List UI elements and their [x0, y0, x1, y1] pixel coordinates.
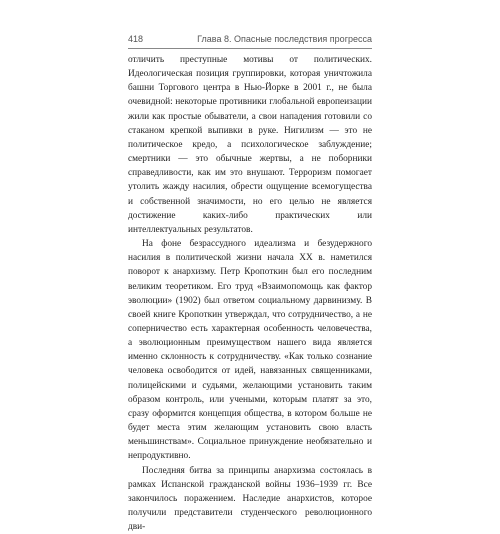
running-title: Глава 8. Опасные последствия прогресса	[197, 34, 372, 44]
header-rule	[128, 48, 372, 49]
running-header	[128, 34, 372, 44]
paragraph: Последняя битва за принципы анархизма состоялась в рамках Испанской гражданской войны 1936–1939 гг. Все закончилось поражением. Наследие анархистов, которое получили представители студенческого революционного дви-	[128, 465, 372, 533]
page-number: 418	[128, 34, 144, 44]
body-text	[128, 53, 372, 534]
paragraph: На фоне безрассудного идеализма и безудержного насилия в политической жизни начала XX в. наметился поворот к анархизму. Петр Кропоткин был его последним великим теоретиком. Его труд «Взаимопомощь как фактор эволюции» (1902) был ответом социальному дарвинизму. В своей книге Кропоткин утверждал, что сотрудничество, а не соперничество есть характерная особенность человечества, а эволюционным преимуществом нашего вида является именно склонность к сотрудничеству. «Как только сознание человека освободится от идей, навязанных священниками, полицейскими и судьями, желающими установить таким образом контроль, или учеными, которым платят за это, сразу оформится концепция общества, в котором больше не будет места этим желающим установить свою власть меньшинствам». Социальное принуждение необязательно и непродуктивно.	[128, 239, 372, 462]
paragraph: отличить преступные мотивы от политических. Идеологическая позиция группировки, которая уничтожила башни Торгового центра в Нью-Йорке в 2001 г., не была очевидной: некоторые противники глобальной европеизации жили как простые обыватели, а свои нападения готовили со стаканом крепкой выпивки в руке. Нигилизм — это не политическое кредо, а психологическое заблуждение; смертники — это обычные жертвы, а не поборники справедливости, как им это внушают. Терроризм помогает утолить жажду насилия, обрести ощущение всемогущества и собственной значимости, но его целью не является достижение каких-либо практических или интеллектуальных результатов.	[128, 55, 372, 235]
